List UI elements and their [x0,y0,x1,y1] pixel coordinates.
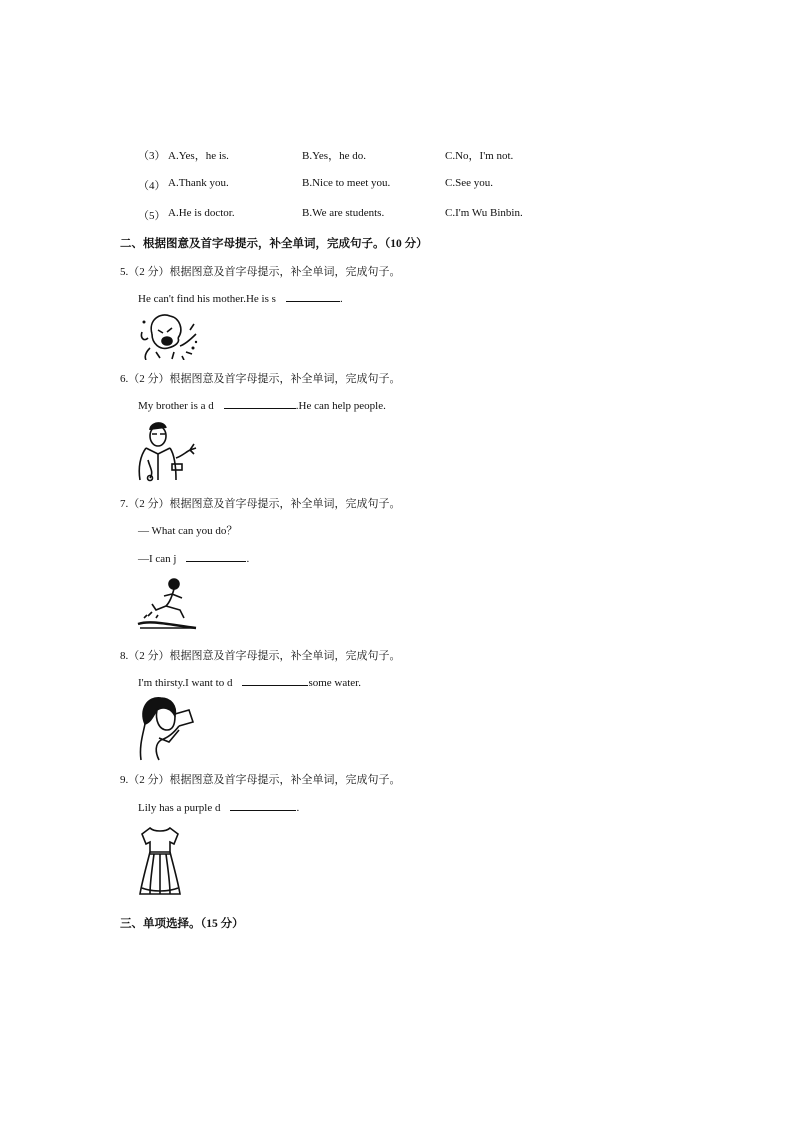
option-c: C.See you. [445,177,493,189]
answer-blank[interactable] [230,799,296,811]
answer-blank[interactable] [242,674,308,686]
question-sentence [138,799,299,814]
question-heading: 6.（2 分）根据图意及首字母提示，补全单词，完成句子。 [120,373,401,385]
question-heading: 5.（2 分）根据图意及首字母提示，补全单词，完成句子。 [120,266,401,278]
option-b: B.Yes，he do. [302,150,366,162]
option-number: （3） [138,150,166,162]
question-heading: 7.（2 分）根据图意及首字母提示，补全单词，完成句子。 [120,498,401,510]
option-number: （4） [138,180,166,192]
question-sentence [138,290,343,305]
option-a: A.He is doctor. [168,207,235,219]
sentence-text: My brother is a d [138,400,214,412]
sentence-text: He can't find his mother.He is s [138,293,276,305]
sentence-text: . [339,293,343,305]
sentence-text: . [246,553,250,565]
jumping-girl-picture [136,574,200,632]
question-sentence [138,397,386,412]
option-c: C.No，I'm not. [445,150,514,162]
option-b: B.Nice to meet you. [302,177,391,189]
dialogue-line: — What can you do？ [138,525,238,537]
sentence-text: some water. [308,677,361,689]
drinking-girl-picture [137,694,197,762]
section-heading: 三、单项选择。（15 分） [120,918,244,930]
crying-boy-picture [138,308,200,360]
sentence-text: .He can help people. [295,400,386,412]
option-number: （5） [138,210,166,222]
option-c: C.I'm Wu Binbin. [445,207,523,219]
sentence-text: —I can j [138,553,177,565]
answer-blank[interactable] [186,550,246,562]
answer-blank[interactable] [286,290,340,302]
sentence-text: Lily has a purple d [138,802,221,814]
option-row [0,147,794,161]
answer-blank[interactable] [224,397,296,409]
option-row [0,207,794,221]
question-heading: 8.（2 分）根据图意及首字母提示，补全单词，完成句子。 [120,650,401,662]
sentence-text: . [296,802,300,814]
section-heading: 二、根据图意及首字母提示，补全单词，完成句子。（10 分） [120,238,428,250]
option-a: A.Thank you. [168,177,229,189]
doctor-picture [136,420,200,482]
dress-picture [136,824,184,898]
question-sentence [138,674,361,689]
question-heading: 9.（2 分）根据图意及首字母提示，补全单词，完成句子。 [120,774,401,786]
option-a: A.Yes，he is. [168,150,229,162]
option-row [0,177,794,191]
option-b: B.We are students. [302,207,385,219]
question-sentence [138,550,249,565]
sentence-text: I'm thirsty.I want to d [138,677,233,689]
